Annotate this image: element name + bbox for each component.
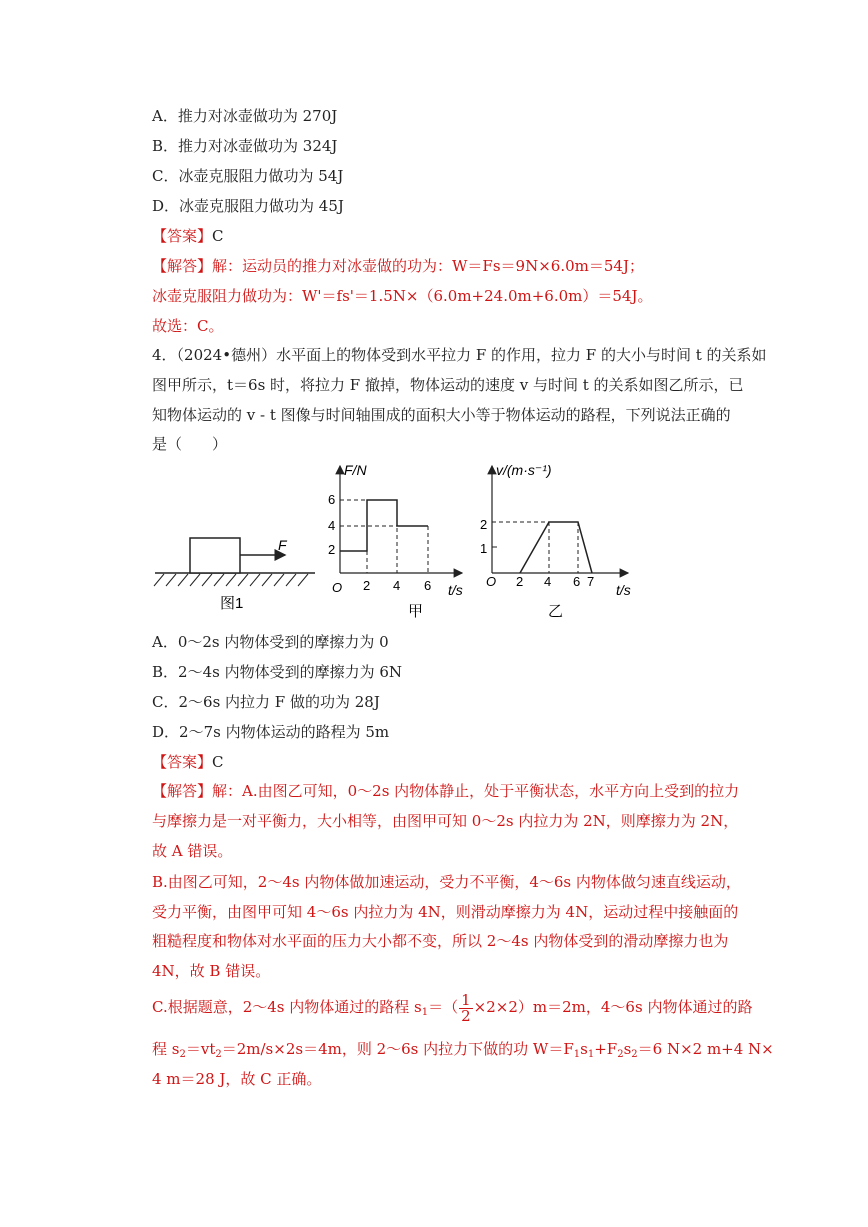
- solution-line: 故 A 错误。: [152, 842, 233, 860]
- jia-ytick: 4: [328, 518, 336, 533]
- option-a: A．推力对冰壶做功为 270J: [152, 107, 338, 125]
- yi-ytick: 2: [480, 517, 488, 532]
- question-stem: 4．（2024•德州）水平面上的物体受到水平拉力 F 的作用，拉力 F 的大小与时间 t 的关系如: [152, 346, 767, 364]
- solution-line: 【解答】解：A.由图乙可知，0～2s 内物体静止，处于平衡状态，水平方向上受到的拉力: [152, 782, 740, 800]
- solution-line: 故选：C。: [152, 317, 224, 335]
- jia-xtick: 2: [363, 578, 371, 593]
- answer-line: 【答案】C: [152, 753, 224, 771]
- option-c: C．2～6s 内拉力 F 做的功为 28J: [152, 693, 380, 711]
- yi-xtick: 2: [516, 574, 524, 589]
- figure-1-block-diagram: [154, 537, 315, 612]
- graph-yi: [480, 462, 631, 620]
- solution-line-c3: 4 m＝28 J，故 C 正确。: [152, 1070, 322, 1088]
- fraction-one-half: $\frac{1}{2}$: [461, 990, 471, 1025]
- question-stem: 图甲所示，t＝6s 时，将拉力 F 撤掉，物体运动的速度 v 与时间 t 的关系如图乙所示，已: [152, 376, 744, 394]
- jia-xtick: 4: [393, 578, 401, 593]
- block: [190, 538, 240, 573]
- solution-line: 冰壶克服阻力做功为：W'＝fs'＝1.5N×（6.0m+24.0m+6.0m）＝54J。: [152, 287, 653, 305]
- option-b: B．推力对冰壶做功为 324J: [152, 137, 338, 155]
- solution-line-c1: C.根据题意，2～4s 内物体通过的路程 $s_1=$（ $\frac{1}{2}$ ×2×2）m＝2m，4～6s 内物体通过的路: [152, 990, 753, 1025]
- yi-xtick: 6: [573, 574, 581, 589]
- jia-origin: O: [332, 580, 343, 595]
- jia-xlabel: t/s: [448, 582, 463, 598]
- solution-line: 与摩擦力是一对平衡力，大小相等，由图甲可知 0～2s 内拉力为 2N，则摩擦力为 2N，: [152, 812, 739, 830]
- yi-ytick: 1: [480, 541, 488, 556]
- solution-line: 【解答】解：运动员的推力对冰壶做的功为：W＝Fs＝9N×6.0m＝54J；: [152, 257, 644, 275]
- solution-line: 受力平衡，由图甲可知 4～6s 内拉力为 4N，则滑动摩擦力为 4N，运动过程中接触面的: [152, 903, 739, 921]
- solution-line: 粗糙程度和物体对水平面的压力大小都不变，所以 2～4s 内物体受到的滑动摩擦力也为: [152, 932, 729, 950]
- option-d: D．冰壶克服阻力做功为 45J: [152, 197, 344, 215]
- option-d: D．2～7s 内物体运动的路程为 5m: [152, 723, 390, 741]
- option-a: A．0～2s 内物体受到的摩擦力为 0: [152, 633, 389, 651]
- yi-velocity-line: [520, 522, 592, 573]
- figure-1-caption: 图1: [220, 595, 244, 612]
- option-b: B．2～4s 内物体受到的摩擦力为 6N: [152, 663, 403, 681]
- solution-line: B.由图乙可知，2～4s 内物体做加速运动，受力不平衡，4～6s 内物体做匀速直线运动，: [152, 873, 741, 891]
- yi-xlabel: t/s: [616, 582, 631, 598]
- jia-ytick: 2: [328, 542, 336, 557]
- jia-ytick: 6: [328, 492, 336, 507]
- jia-ylabel: F/N: [344, 462, 367, 478]
- jia-xtick: 6: [424, 578, 432, 593]
- yi-xtick: 7: [587, 574, 595, 589]
- solution-line: 4N，故 B 错误。: [152, 962, 271, 980]
- yi-ylabel: v/(m·s⁻¹): [496, 462, 552, 478]
- question-stem: 知物体运动的 v - t 图像与时间轴围成的面积大小等于物体运动的路程，下列说法正确的: [152, 406, 731, 424]
- answer-line: 【答案】C: [152, 227, 224, 245]
- yi-origin: O: [486, 574, 497, 589]
- graph-jia: [328, 462, 463, 620]
- question-figure: [150, 458, 640, 620]
- yi-xtick: 4: [544, 574, 552, 589]
- yi-caption: 乙: [548, 603, 564, 620]
- jia-caption: 甲: [408, 603, 424, 620]
- question-stem: 是（ ）: [152, 435, 228, 453]
- force-label: F: [278, 537, 287, 553]
- solution-line-c2: 程 $s_2=vt_2=2m/s\times 2s=4m$，则 2～6s 内拉力下做的功 $W=F_1s_1+F_2s_2=6$ N×2 m+4 N×: [152, 1040, 774, 1060]
- option-c: C．冰壶克服阻力做功为 54J: [152, 167, 344, 185]
